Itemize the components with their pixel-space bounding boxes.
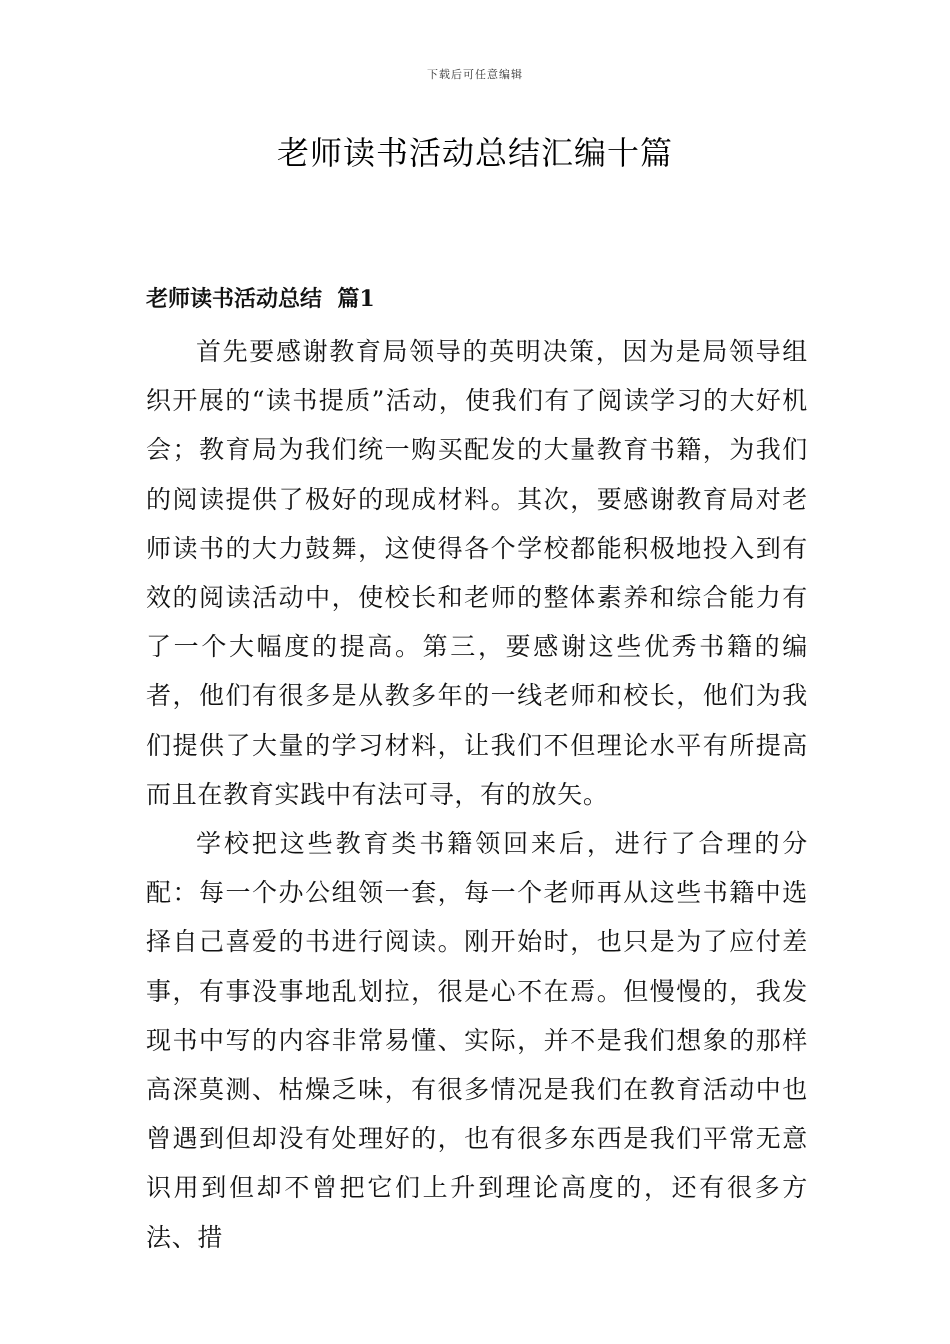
paragraph: 学校把这些教育类书籍领回来后，进行了合理的分配：每一个办公组领一套，每一个老师再从这些书籍中选择自己喜爱的书进行阅读。刚开始时，也只是为了应付差事，有事没事地乱划拉，很是心不在焉。但慢慢的，我发现书中写的内容非常易懂、实际，并不是我们想象的那样高深莫测、枯燥乏味，有很多情况是我们在教育活动中也曾遇到但却没有处理好的，也有很多东西是我们平常无意识用到但却不曾把它们上升到理论高度的，还有很多方法、措 — [146, 829, 808, 1252]
document-title: 老师读书活动总结汇编十篇 — [276, 134, 673, 172]
header-note: 下载后可任意编辑 — [427, 68, 523, 81]
paragraph: 首先要感谢教育局领导的英明决策，因为是局领导组织开展的“读书提质”活动，使我们有了阅读学习的大好机会；教育局为我们统一购买配发的大量教育书籍，为我们的阅读提供了极好的现成材料。其次，要感谢教育局对老师读书的大力鼓舞，这使得各个学校都能积极地投入到有效的阅读活动中，使校长和老师的整体素养和综合能力有了一个大幅度的提高。第三，要感谢这些优秀书籍的编者，他们有很多是从教多年的一线老师和校长，他们为我们提供了大量的学习材料，让我们不但理论水平有所提高而且在教育实践中有法可寻，有的放矢。 — [146, 337, 808, 809]
body-text — [146, 327, 808, 1262]
section-heading: 老师读书活动总结 篇1 — [146, 286, 375, 312]
